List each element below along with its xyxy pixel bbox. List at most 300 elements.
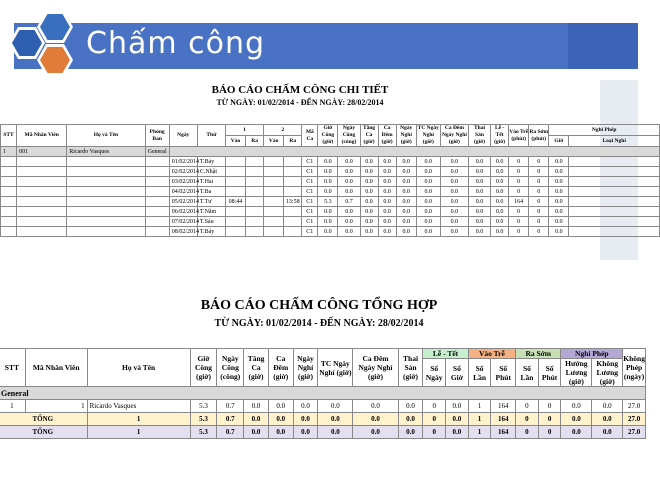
detail-time-in2	[264, 157, 284, 167]
detail-value: 0.0	[416, 207, 440, 217]
detail-empty-cell	[17, 177, 67, 187]
detail-value: 0.0	[338, 157, 360, 167]
detail-value: 0.0	[396, 187, 416, 197]
detail-empty-cell	[17, 167, 67, 177]
detail-header-cell: Họ và Tên	[67, 125, 145, 147]
detail-time-in2	[264, 187, 284, 197]
detail-value: 0.0	[416, 197, 440, 207]
detail-empty-cell	[67, 217, 145, 227]
summary-header-cell: Họ và Tên	[87, 349, 190, 387]
summary-header-cell: Ngày Nghỉ (giờ)	[293, 349, 318, 387]
detail-header-cell: 1	[225, 125, 263, 136]
detail-empty-cell	[1, 157, 17, 167]
employee-stt: 1	[1, 147, 17, 157]
summary-value: 5.3	[190, 400, 217, 413]
summary-total-value: 0.0	[592, 426, 623, 439]
summary-value: 0.0	[244, 400, 269, 413]
detail-value: 0	[509, 207, 529, 217]
detail-time-in2	[264, 217, 284, 227]
detail-value: 0.0	[360, 187, 378, 197]
detail-value: 0.0	[396, 217, 416, 227]
detail-empty-cell	[145, 207, 169, 217]
employee-id: 001	[17, 147, 67, 157]
summary-report-title: BÁO CÁO CHẤM CÔNG TỔNG HỢP	[200, 298, 438, 313]
detail-value: 0.0	[491, 227, 509, 237]
summary-value: 0.0	[446, 400, 469, 413]
detail-header-cell: STT	[1, 125, 17, 147]
detail-value: 0	[529, 227, 549, 237]
summary-subheader-cell: Không Lương (giờ)	[592, 359, 623, 387]
detail-value: 0.0	[491, 177, 509, 187]
detail-empty-cell	[1, 217, 17, 227]
detail-time-in1	[225, 227, 245, 237]
summary-value: 1	[468, 400, 491, 413]
employee-name: Ricardo Vasques	[67, 147, 145, 157]
employee-row-fill	[169, 147, 659, 157]
summary-total-row	[0, 426, 646, 439]
summary-group-header: Ra Sớm	[516, 349, 561, 359]
detail-time-in1	[225, 187, 245, 197]
summary-total-value: 5.3	[190, 413, 217, 426]
detail-value: 0.0	[468, 167, 490, 177]
detail-value: 0.0	[468, 157, 490, 167]
detail-value: 0.0	[396, 227, 416, 237]
detail-row	[1, 187, 660, 197]
detail-value: 0	[529, 187, 549, 197]
detail-time-in2	[264, 177, 284, 187]
summary-total-value: 0.0	[318, 426, 353, 439]
summary-total-value: 0.0	[398, 426, 423, 439]
detail-value: 0.0	[468, 207, 490, 217]
detail-subheader-cell: Giờ	[549, 136, 569, 147]
summary-value: 0.0	[592, 400, 623, 413]
summary-total-value: 27.0	[623, 413, 646, 426]
detail-value: 0	[509, 177, 529, 187]
detail-time-out2	[284, 217, 302, 227]
detail-empty-cell	[17, 197, 67, 207]
summary-total-value: 0	[538, 426, 561, 439]
detail-time-in2	[264, 207, 284, 217]
summary-total-label: TỔNG	[0, 413, 87, 426]
summary-value: 0.0	[293, 400, 318, 413]
summary-total-value: 0.0	[244, 413, 269, 426]
summary-total-value: 0.0	[446, 426, 469, 439]
summary-total-value: 0	[538, 413, 561, 426]
summary-total-value: 0.7	[217, 413, 244, 426]
detail-shift: C1	[302, 167, 318, 177]
summary-total-count: 1	[87, 413, 190, 426]
detail-report-title: BÁO CÁO CHẤM CÔNG CHI TIẾT	[211, 84, 389, 96]
detail-value: 0.0	[549, 197, 569, 207]
detail-header-cell: Mã Ca	[302, 125, 318, 147]
detail-empty-cell	[17, 187, 67, 197]
detail-value: 0.0	[468, 177, 490, 187]
summary-value: 0.0	[268, 400, 293, 413]
detail-value: 0.0	[396, 167, 416, 177]
detail-value: 0.0	[378, 187, 396, 197]
detail-value: 0	[529, 177, 549, 187]
detail-value: 0.0	[468, 187, 490, 197]
detail-header-cell: Phòng Ban	[145, 125, 169, 147]
detail-value: 0	[529, 197, 549, 207]
detail-row	[1, 217, 660, 227]
summary-header-row	[0, 349, 646, 359]
detail-header-cell: TC Ngày Nghỉ (giờ)	[417, 125, 439, 145]
detail-value: 0.0	[318, 167, 338, 177]
summary-total-value: 0.0	[398, 413, 423, 426]
summary-report	[0, 290, 645, 479]
detail-time-in2	[264, 167, 284, 177]
summary-total-value: 27.0	[623, 426, 646, 439]
summary-value: 164	[491, 400, 516, 413]
summary-subheader-cell: Số Ngày	[423, 359, 446, 387]
detail-time-in2	[264, 197, 284, 207]
detail-value: 0.0	[378, 177, 396, 187]
summary-total-value: 0.0	[353, 413, 398, 426]
detail-empty-cell	[145, 167, 169, 177]
detail-shift: C1	[302, 177, 318, 187]
detail-empty-cell	[67, 227, 145, 237]
slide-title: Chấm công	[86, 26, 266, 61]
detail-value: 0.0	[338, 217, 360, 227]
summary-group-label: General	[0, 387, 646, 400]
detail-row	[1, 167, 660, 177]
detail-value: 0.0	[491, 157, 509, 167]
detail-value: 0.0	[416, 157, 440, 167]
detail-empty-cell	[17, 227, 67, 237]
detail-header-cell: Tăng Ca (giờ)	[360, 125, 378, 147]
detail-time-out2: 13:58	[284, 197, 302, 207]
summary-total-value: 0.0	[353, 426, 398, 439]
summary-total-value: 0.0	[446, 413, 469, 426]
detail-time-out2	[284, 157, 302, 167]
detail-shift: C1	[302, 207, 318, 217]
detail-header-cell: Giờ Công (giờ)	[318, 125, 338, 147]
detail-empty-cell	[145, 197, 169, 207]
detail-time-out2	[284, 167, 302, 177]
detail-empty-cell	[145, 157, 169, 167]
detail-day: T.Sáu	[197, 217, 225, 227]
detail-empty-cell	[1, 167, 17, 177]
summary-subheader-cell: Số Phút	[538, 359, 561, 387]
detail-empty-cell	[17, 207, 67, 217]
summary-subheader-cell: Số Giờ	[446, 359, 469, 387]
detail-value: 0.0	[491, 167, 509, 177]
detail-value: 0.0	[396, 157, 416, 167]
detail-shift: C1	[302, 197, 318, 207]
detail-date: 05/02/2014	[169, 197, 197, 207]
detail-value: 0.0	[338, 207, 360, 217]
detail-time-out1	[246, 227, 264, 237]
detail-employee-row	[1, 147, 660, 157]
detail-header-cell: Ra Sớm (phút)	[529, 125, 549, 147]
detail-day: T.Bảy	[197, 227, 225, 237]
detail-value: 164	[509, 197, 529, 207]
detail-day: T.Năm	[197, 207, 225, 217]
detail-value: 0.0	[378, 167, 396, 177]
detail-header-cell: Ca Đêm Ngày Nghỉ (giờ)	[441, 125, 467, 145]
detail-value: 0.0	[416, 187, 440, 197]
detail-shift: C1	[302, 157, 318, 167]
detail-value: 0	[509, 157, 529, 167]
detail-time-out1	[246, 167, 264, 177]
detail-empty-cell	[1, 177, 17, 187]
summary-total-value: 0	[423, 413, 446, 426]
detail-date: 07/02/2014	[169, 217, 197, 227]
detail-header-cell: Ngày Nghỉ (giờ)	[396, 125, 416, 147]
detail-date: 06/02/2014	[169, 207, 197, 217]
detail-row	[1, 227, 660, 237]
summary-value: 0.0	[561, 400, 592, 413]
summary-stt: 1	[0, 400, 25, 413]
detail-day: T.Hai	[197, 177, 225, 187]
summary-header-cell: Ca Đêm Ngày Nghỉ (giờ)	[353, 349, 398, 387]
summary-total-value: 0.0	[293, 413, 318, 426]
detail-row	[1, 197, 660, 207]
detail-empty-cell	[67, 207, 145, 217]
detail-subheader-cell: Vào	[264, 136, 284, 147]
detail-subheader-cell: Ra	[246, 136, 264, 147]
detail-row	[1, 207, 660, 217]
detail-time-out2	[284, 177, 302, 187]
summary-total-value: 0.0	[561, 413, 592, 426]
employee-dept: General	[145, 147, 169, 157]
detail-leave-type	[569, 207, 660, 217]
detail-row	[1, 177, 660, 187]
summary-header-cell: Giờ Công (giờ)	[190, 349, 217, 387]
detail-time-out1	[246, 187, 264, 197]
summary-report-subtitle: TỪ NGÀY: 01/02/2014 - ĐẾN NGÀY: 28/02/2014	[214, 318, 424, 329]
summary-total-value: 0	[423, 426, 446, 439]
summary-total-value: 0.7	[217, 426, 244, 439]
detail-empty-cell	[67, 177, 145, 187]
detail-day: T.Ba	[197, 187, 225, 197]
detail-date: 01/02/2014	[169, 157, 197, 167]
summary-total-value: 0	[516, 413, 539, 426]
summary-header-cell: Mã Nhân Viên	[25, 349, 87, 387]
detail-value: 0	[529, 207, 549, 217]
detail-value: 0.0	[491, 217, 509, 227]
summary-value: 0	[423, 400, 446, 413]
detail-empty-cell	[145, 227, 169, 237]
detail-value: 0.0	[416, 227, 440, 237]
summary-subheader-cell: Số Lần	[516, 359, 539, 387]
summary-header-cell: Tăng Ca (giờ)	[244, 349, 269, 387]
summary-value: 0.0	[353, 400, 398, 413]
summary-value: 0.0	[318, 400, 353, 413]
detail-value: 0.0	[416, 167, 440, 177]
slide-header	[0, 0, 638, 80]
detail-value: 0.0	[378, 227, 396, 237]
detail-value: 0.0	[360, 177, 378, 187]
detail-value: 0.0	[360, 207, 378, 217]
detail-value: 0.0	[318, 207, 338, 217]
detail-value: 0.0	[440, 157, 468, 167]
detail-empty-cell	[67, 157, 145, 167]
summary-header-cell: TC Ngày Nghỉ (giờ)	[318, 349, 353, 387]
summary-total-value: 0.0	[592, 413, 623, 426]
detail-header-row	[1, 125, 660, 136]
detail-time-out1	[246, 207, 264, 217]
detail-shift: C1	[302, 217, 318, 227]
summary-header-cell: Ngày Công (công)	[217, 349, 244, 387]
summary-header-cell: STT	[0, 349, 25, 387]
detail-shift: C1	[302, 227, 318, 237]
summary-header-cell: Ca Đêm (giờ)	[268, 349, 293, 387]
detail-row	[1, 157, 660, 167]
detail-value: 0.0	[440, 167, 468, 177]
detail-value: 0.0	[378, 157, 396, 167]
detail-leave-type	[569, 157, 660, 167]
detail-value: 0.0	[396, 197, 416, 207]
summary-group-row	[0, 387, 646, 400]
detail-time-out1	[246, 157, 264, 167]
detail-value: 0	[509, 187, 529, 197]
detail-value: 0.0	[396, 177, 416, 187]
detail-value: 0.0	[549, 177, 569, 187]
detail-value: 0.0	[338, 187, 360, 197]
detail-empty-cell	[17, 157, 67, 167]
detail-value: 0.0	[549, 187, 569, 197]
title-bar-accent	[568, 23, 638, 69]
summary-total-row	[0, 413, 646, 426]
detail-value: 0.0	[549, 207, 569, 217]
detail-time-out1	[246, 197, 264, 207]
summary-total-value: 1	[468, 413, 491, 426]
detail-value: 0.0	[396, 207, 416, 217]
detail-day: C.Nhật	[197, 167, 225, 177]
summary-header-cell: Không Phép (ngày)	[623, 349, 646, 387]
detail-value: 0.0	[338, 167, 360, 177]
detail-value: 0.0	[318, 177, 338, 187]
detail-value: 0	[529, 217, 549, 227]
detail-value: 0.0	[468, 227, 490, 237]
detail-value: 0.0	[360, 167, 378, 177]
detail-header-cell: 2	[264, 125, 302, 136]
detail-date: 08/02/2014	[169, 227, 197, 237]
detail-report-subtitle: TỪ NGÀY: 01/02/2014 - ĐẾN NGÀY: 28/02/2014	[216, 98, 384, 107]
summary-data-row	[0, 400, 646, 413]
detail-value: 0.0	[440, 187, 468, 197]
detail-value: 0.0	[549, 217, 569, 227]
detail-value: 0.0	[468, 197, 490, 207]
detail-header-cell: Thứ	[197, 125, 225, 147]
detail-header-cell: Lễ - Tết (giờ)	[491, 125, 509, 147]
detail-value: 0	[529, 167, 549, 177]
detail-empty-cell	[145, 177, 169, 187]
detail-value: 0.0	[440, 217, 468, 227]
detail-empty-cell	[1, 227, 17, 237]
detail-value: 0	[529, 157, 549, 167]
summary-employee-name: Ricardo Vasques	[87, 400, 190, 413]
detail-time-in1	[225, 207, 245, 217]
detail-header-cell: Ca Đêm (giờ)	[378, 125, 396, 147]
detail-time-in1	[225, 217, 245, 227]
detail-leave-type	[569, 187, 660, 197]
detail-empty-cell	[17, 217, 67, 227]
detail-time-in1	[225, 167, 245, 177]
detail-header-cell: Mã Nhân Viên	[17, 125, 67, 147]
detail-value: 0	[509, 227, 529, 237]
summary-total-count: 1	[87, 426, 190, 439]
detail-empty-cell	[67, 167, 145, 177]
detail-value: 0.0	[491, 197, 509, 207]
detail-value: 0.0	[318, 157, 338, 167]
detail-time-in1	[225, 177, 245, 187]
detail-value: 0.0	[318, 227, 338, 237]
summary-value: 27.0	[623, 400, 646, 413]
detail-value: 0.0	[318, 187, 338, 197]
detail-leave-type	[569, 167, 660, 177]
detail-shift: C1	[302, 187, 318, 197]
detail-time-in2	[264, 227, 284, 237]
detail-header-cell: Ngày Công (công)	[338, 125, 360, 147]
detail-header-cell: Vào Trễ (phút)	[509, 125, 529, 147]
detail-value: 0.0	[440, 177, 468, 187]
summary-total-label: TỔNG	[0, 426, 87, 439]
detail-value: 0.0	[549, 167, 569, 177]
detail-table	[0, 124, 660, 237]
detail-value: 0.0	[378, 197, 396, 207]
detail-value: 0.0	[468, 217, 490, 227]
summary-total-value: 0.0	[293, 426, 318, 439]
detail-value: 0.0	[318, 217, 338, 227]
detail-value: 0.0	[360, 227, 378, 237]
detail-day: T.Tư	[197, 197, 225, 207]
summary-value: 0	[538, 400, 561, 413]
summary-employee-id: 1	[25, 400, 87, 413]
detail-subheader-cell: Ra	[284, 136, 302, 147]
detail-empty-cell	[1, 197, 17, 207]
detail-value: 0.0	[338, 227, 360, 237]
summary-total-value: 0.0	[268, 413, 293, 426]
detail-empty-cell	[67, 197, 145, 207]
detail-time-out2	[284, 227, 302, 237]
detail-value: 5.3	[318, 197, 338, 207]
detail-report	[0, 80, 626, 270]
summary-total-value: 5.3	[190, 426, 217, 439]
summary-value: 0.0	[398, 400, 423, 413]
detail-value: 0.0	[360, 217, 378, 227]
detail-time-out2	[284, 187, 302, 197]
summary-header-cell: Thai Sản (giờ)	[398, 349, 423, 387]
detail-value: 0.0	[360, 197, 378, 207]
detail-empty-cell	[67, 187, 145, 197]
summary-total-value: 1	[468, 426, 491, 439]
summary-total-value: 164	[491, 413, 516, 426]
detail-date: 03/02/2014	[169, 177, 197, 187]
detail-value: 0	[509, 167, 529, 177]
detail-value: 0.0	[440, 207, 468, 217]
detail-leave-type	[569, 217, 660, 227]
detail-day: T.Bảy	[197, 157, 225, 167]
detail-value: 0.0	[440, 197, 468, 207]
detail-empty-cell	[145, 217, 169, 227]
detail-leave-type	[569, 177, 660, 187]
summary-group-header: Lễ - Tết	[423, 349, 468, 359]
detail-empty-cell	[1, 187, 17, 197]
detail-header-cell: Thai Sản (giờ)	[468, 125, 490, 147]
detail-time-in1	[225, 157, 245, 167]
summary-total-value: 0	[516, 426, 539, 439]
detail-leave-type	[569, 197, 660, 207]
summary-group-header: Vào Trễ	[468, 349, 515, 359]
summary-total-value: 164	[491, 426, 516, 439]
summary-total-value: 0.0	[244, 426, 269, 439]
detail-time-out1	[246, 177, 264, 187]
detail-value: 0.0	[378, 217, 396, 227]
detail-value: 0.0	[378, 207, 396, 217]
